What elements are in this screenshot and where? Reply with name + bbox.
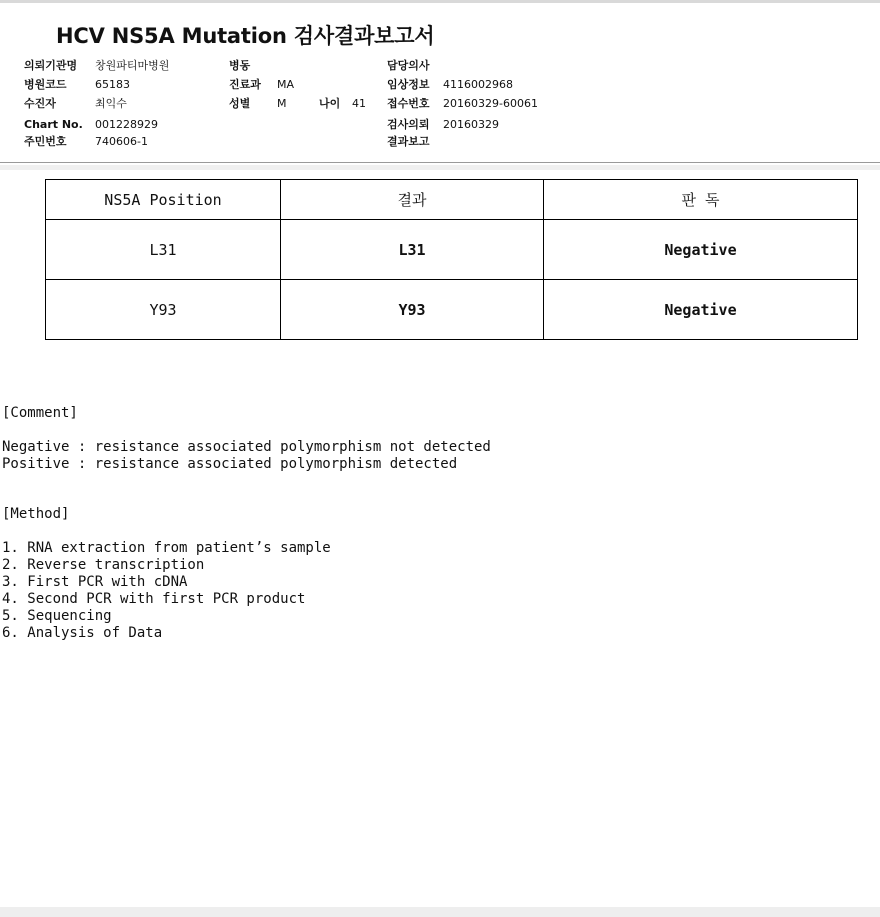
age-label: 나이 — [319, 97, 341, 110]
chart-no-label: Chart No. — [24, 118, 83, 131]
resident-no-value: 740606-1 — [95, 135, 148, 148]
sex-value: M — [277, 97, 287, 110]
method-step: 1. RNA extraction from patient’s sample — [2, 540, 331, 556]
cell-interpretation: Negative — [544, 220, 858, 280]
col-header-result: 결과 — [281, 180, 544, 220]
receipt-no-label: 접수번호 — [387, 97, 430, 110]
chart-no-value: 001228929 — [95, 118, 158, 131]
table-row — [46, 220, 858, 280]
table-row — [46, 280, 858, 340]
header-divider — [0, 162, 880, 163]
department-label: 진료과 — [229, 78, 261, 91]
method-heading: [Method] — [2, 506, 70, 522]
method-step: 3. First PCR with cDNA — [2, 574, 188, 590]
method-step: 2. Reverse transcription — [2, 557, 205, 573]
comment-line: Negative : resistance associated polymorphism not detected — [2, 439, 491, 455]
cell-position: L31 — [46, 220, 281, 280]
results-table — [45, 179, 858, 340]
ward-label: 병동 — [229, 59, 251, 72]
cell-result: L31 — [281, 220, 544, 280]
bottom-border — [0, 907, 880, 917]
top-border — [0, 0, 880, 3]
cell-interpretation: Negative — [544, 280, 858, 340]
request-date-value: 20160329 — [443, 118, 499, 131]
department-value: MA — [277, 78, 295, 91]
cell-result: Y93 — [281, 280, 544, 340]
patient-label: 수진자 — [24, 97, 56, 110]
doctor-label: 담당의사 — [387, 59, 430, 72]
clinical-info-label: 임상정보 — [387, 78, 430, 91]
report-title: HCV NS5A Mutation 검사결과보고서 — [56, 24, 435, 48]
method-step: 6. Analysis of Data — [2, 625, 163, 641]
col-header-position: NS5A Position — [46, 180, 281, 220]
receipt-no-value: 20160329-60061 — [443, 97, 538, 110]
hospital-name-label: 의뢰기관명 — [24, 59, 78, 72]
comment-heading: [Comment] — [2, 405, 78, 421]
header-divider-band — [0, 165, 880, 170]
col-header-interpretation: 판 독 — [544, 180, 858, 220]
clinical-info-value: 4116002968 — [443, 78, 513, 91]
age-value: 41 — [352, 97, 366, 110]
hospital-code-label: 병원코드 — [24, 78, 67, 91]
hospital-code-value: 65183 — [95, 78, 130, 91]
request-date-label: 검사의뢰 — [387, 118, 430, 131]
method-step: 5. Sequencing — [2, 608, 112, 624]
comment-line: Positive : resistance associated polymorphism detected — [2, 456, 458, 472]
cell-position: Y93 — [46, 280, 281, 340]
patient-value: 최익수 — [95, 97, 127, 110]
hospital-name-value: 창원파티마병원 — [95, 59, 170, 72]
resident-no-label: 주민번호 — [24, 135, 67, 148]
table-header-row — [46, 180, 858, 220]
sex-label: 성별 — [229, 97, 251, 110]
report-date-label: 결과보고 — [387, 135, 430, 148]
method-step: 4. Second PCR with first PCR product — [2, 591, 306, 607]
